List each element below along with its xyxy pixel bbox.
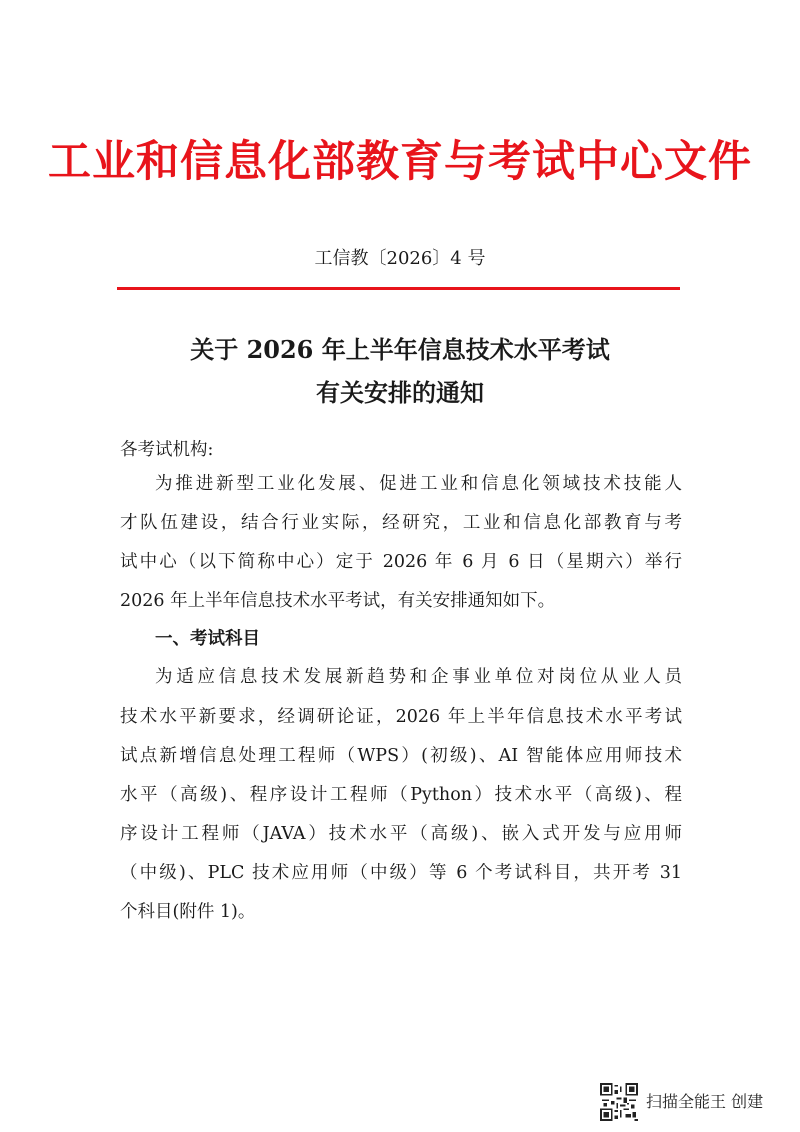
- document-number: 工信教〔2026〕4 号: [314, 248, 486, 269]
- para1-line: 才队伍建设，结合行业实际，经研究，工业和信息化部教育与考: [120, 513, 682, 533]
- para2-line: 序设计工程师（JAVA）技术水平（高级)、嵌入式开发与应用师: [120, 824, 682, 844]
- section-heading-exam-subjects: 一、考试科目: [155, 629, 260, 649]
- salutation: 各考试机构:: [120, 440, 214, 460]
- notice-title-line-1: 关于 2026 年上半年信息技术水平考试: [190, 335, 610, 364]
- para2-line: 技术水平新要求，经调研论证，2026 年上半年信息技术水平考试: [120, 707, 682, 727]
- para2-line: 水平（高级)、程序设计工程师（Python）技术水平（高级)、程: [120, 785, 682, 805]
- scanner-watermark-text: 扫描全能王 创建: [646, 1092, 764, 1111]
- para2-line: 试点新增信息处理工程师（WPS）(初级)、AI 智能体应用师技术: [120, 746, 682, 766]
- para1-line: 2026 年上半年信息技术水平考试，有关安排通知如下。: [120, 591, 556, 611]
- notice-title-line-2: 有关安排的通知: [316, 378, 484, 407]
- para2-line: 为适应信息技术发展新趋势和企事业单位对岗位从业人员: [155, 667, 682, 687]
- para1-line: 试中心（以下简称中心）定于 2026 年 6 月 6 日（星期六）举行: [120, 552, 682, 572]
- issuer-header-title: 工业和信息化部教育与考试中心文件: [48, 137, 752, 187]
- para2-line: （中级)、PLC 技术应用师（中级）等 6 个考试科目，共开考 31: [120, 863, 682, 883]
- qr-code-icon: [600, 1083, 638, 1121]
- para2-line: 个科目(附件 1)。: [120, 902, 256, 922]
- para1-line: 为推进新型工业化发展、促进工业和信息化领域技术技能人: [155, 474, 682, 494]
- red-divider-line: [117, 287, 680, 290]
